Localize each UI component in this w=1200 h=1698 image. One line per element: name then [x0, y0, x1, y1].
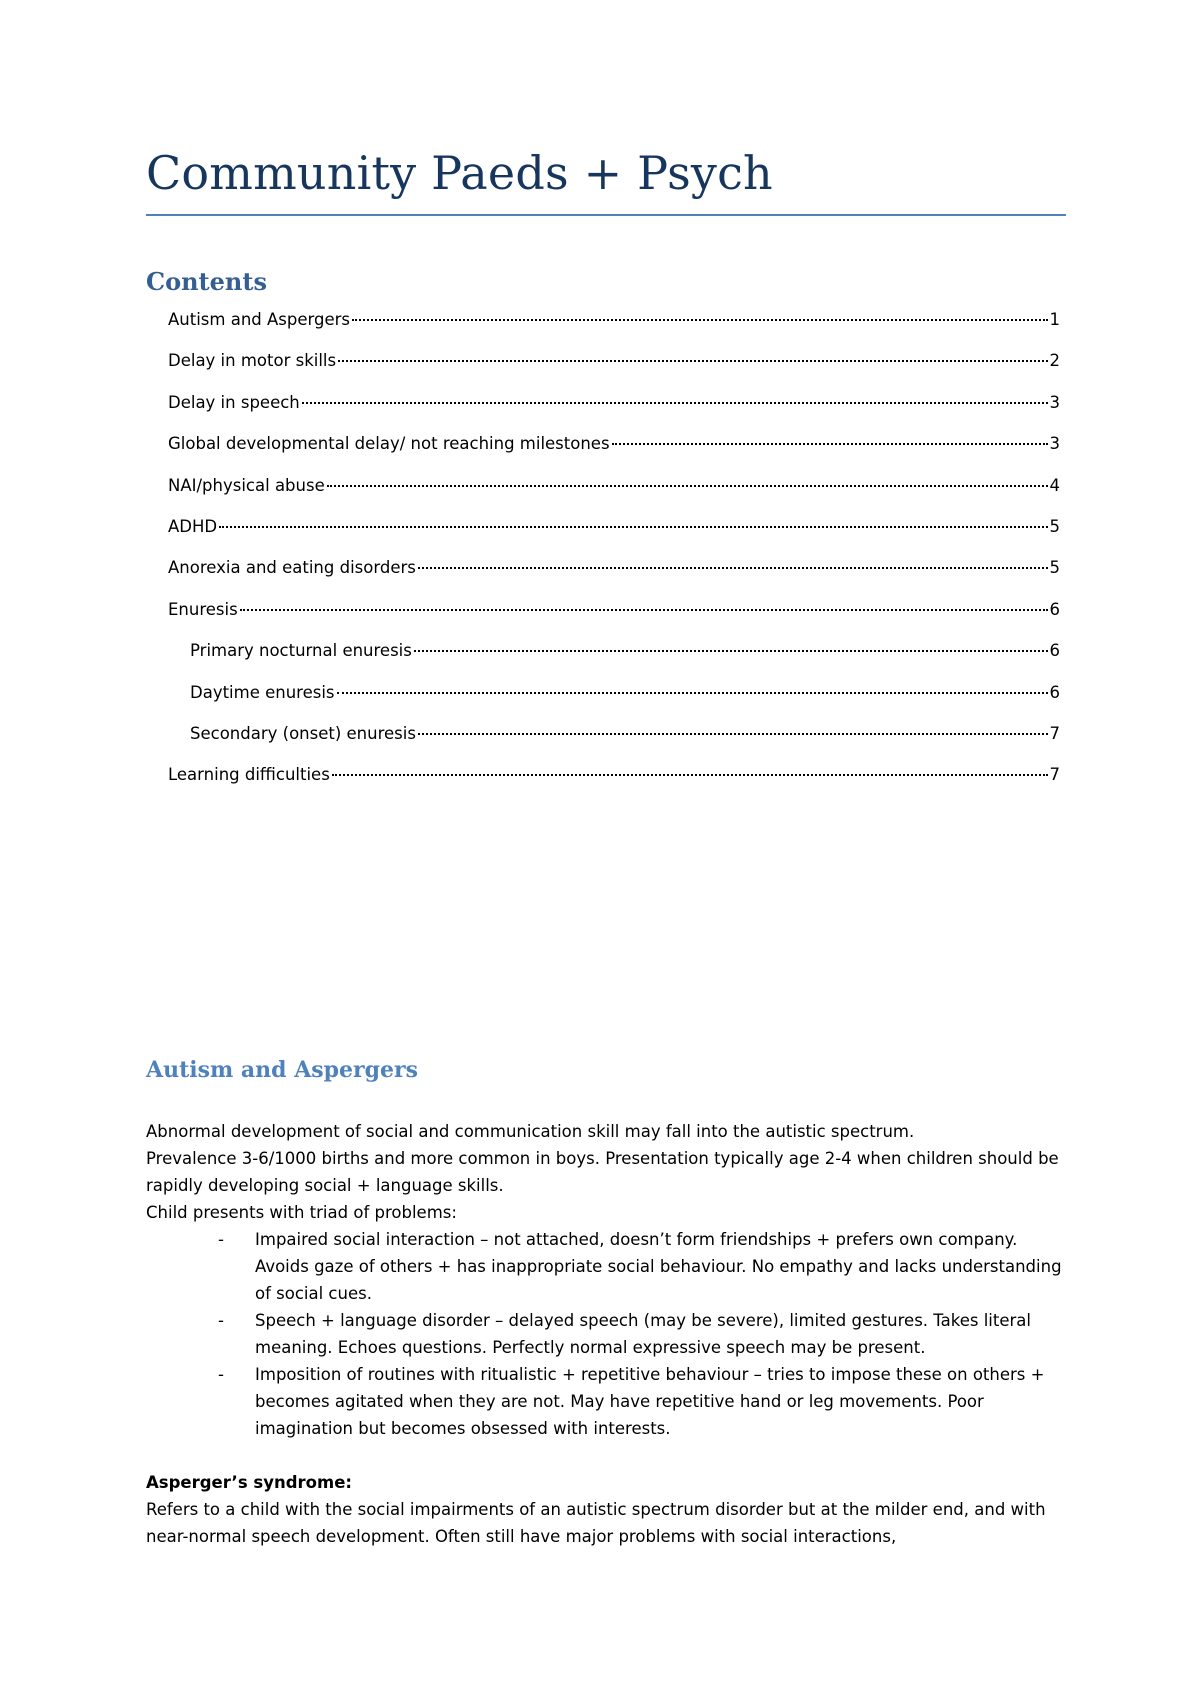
- list-item-text: Imposition of routines with ritualistic + repetitive behaviour – tries to impose these on others + becomes agitated when they are not. May have repetitive hand or leg movements. Poor imagination but becomes obsessed with interests.: [255, 1365, 1045, 1438]
- toc-leader-dots: [612, 443, 1048, 445]
- section-body: [146, 1118, 1066, 1550]
- toc-leader-dots: [302, 402, 1048, 404]
- toc-leader-dots: [418, 733, 1048, 735]
- dash-marker: -: [218, 1230, 224, 1249]
- toc-subentry[interactable]: [146, 679, 1060, 720]
- toc-entry-label: Daytime enuresis: [190, 682, 335, 702]
- toc-entry-label: NAI/physical abuse: [168, 475, 325, 495]
- toc-entry-page: 7: [1049, 723, 1060, 743]
- toc-entry-label: Primary nocturnal enuresis: [190, 641, 412, 661]
- table-of-contents: [146, 306, 1060, 803]
- list-item: [146, 1226, 1066, 1307]
- paragraph: Prevalence 3-6/1000 births and more common in boys. Presentation typically age 2-4 when children should be rapidly developing social + language skills.: [146, 1149, 1059, 1195]
- section-heading-autism: Autism and Aspergers: [146, 1057, 418, 1083]
- toc-entry[interactable]: [146, 389, 1060, 430]
- toc-leader-dots: [352, 319, 1047, 321]
- toc-entry[interactable]: [146, 347, 1060, 388]
- dash-marker: -: [218, 1365, 224, 1384]
- document-title: Community Paeds + Psych: [146, 146, 773, 200]
- paragraph: Child presents with triad of problems:: [146, 1203, 457, 1222]
- toc-entry[interactable]: [146, 306, 1060, 347]
- subheading-aspergers: Asperger’s syndrome:: [146, 1473, 352, 1492]
- toc-entry-label: Global developmental delay/ not reaching milestones: [168, 434, 610, 454]
- toc-entry-label: Autism and Aspergers: [168, 310, 351, 329]
- toc-entry-page: 5: [1049, 558, 1060, 578]
- toc-entry-label: Enuresis: [168, 599, 238, 619]
- toc-entry[interactable]: [146, 761, 1060, 802]
- toc-subentry[interactable]: [146, 720, 1060, 761]
- toc-entry[interactable]: [146, 472, 1060, 513]
- toc-entry-page: 1: [1049, 310, 1060, 329]
- toc-leader-dots: [219, 526, 1047, 528]
- toc-entry-label: ADHD: [168, 516, 218, 536]
- paragraph: Abnormal development of social and communication skill may fall into the autistic spectrum.: [146, 1122, 915, 1141]
- list-item-text: Impaired social interaction – not attached, doesn’t form friendships + prefers own company. Avoids gaze of others + has inappropriate social behaviour. No empathy and lacks understanding of social cues.: [255, 1230, 1062, 1303]
- list-item: [146, 1307, 1066, 1361]
- toc-entry[interactable]: [146, 513, 1060, 554]
- toc-entry-label: Learning difficulties: [168, 765, 330, 785]
- toc-entry-page: 5: [1049, 516, 1060, 536]
- toc-entry-page: 7: [1049, 765, 1060, 785]
- toc-leader-dots: [414, 650, 1048, 652]
- toc-entry-page: 6: [1049, 599, 1060, 619]
- toc-entry[interactable]: [146, 554, 1060, 595]
- toc-entry-page: 6: [1049, 682, 1060, 702]
- list-item-text: Speech + language disorder – delayed speech (may be severe), limited gestures. Takes literal meaning. Echoes questions. Perfectly normal expressive speech may be present.: [255, 1311, 1031, 1357]
- paragraph-spacer: [146, 1442, 1066, 1469]
- toc-leader-dots: [418, 567, 1048, 569]
- toc-subentry[interactable]: [146, 637, 1060, 678]
- toc-entry-page: 6: [1049, 641, 1060, 661]
- triad-list: [146, 1226, 1066, 1442]
- paragraph: Refers to a child with the social impairments of an autistic spectrum disorder but at the milder end, and with near-normal speech development. Often still have major problems with social interactions,: [146, 1500, 1046, 1546]
- toc-entry-label: Secondary (onset) enuresis: [190, 723, 416, 743]
- toc-entry-label: Delay in motor skills: [168, 351, 337, 371]
- toc-entry-page: 3: [1049, 434, 1060, 454]
- toc-entry[interactable]: [146, 430, 1060, 471]
- toc-entry[interactable]: [146, 596, 1060, 637]
- toc-leader-dots: [332, 774, 1048, 776]
- toc-leader-dots: [338, 360, 1047, 362]
- toc-entry-page: 4: [1049, 475, 1060, 495]
- toc-leader-dots: [327, 485, 1048, 487]
- toc-entry-page: 3: [1049, 392, 1060, 412]
- toc-leader-dots: [337, 692, 1048, 694]
- toc-leader-dots: [240, 609, 1048, 611]
- contents-heading: Contents: [146, 267, 267, 296]
- toc-entry-label: Delay in speech: [168, 392, 300, 412]
- toc-entry-page: 2: [1049, 351, 1060, 371]
- list-item: [146, 1361, 1066, 1442]
- toc-entry-label: Anorexia and eating disorders: [168, 558, 416, 578]
- title-underline: [146, 214, 1066, 216]
- dash-marker: -: [218, 1311, 224, 1330]
